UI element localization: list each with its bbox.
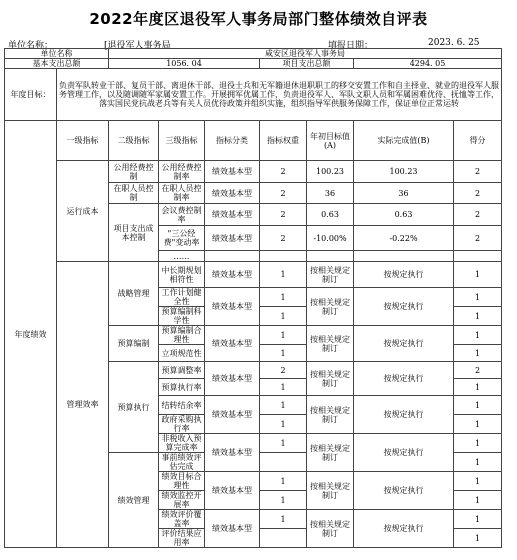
target-cell: 100.23 (307, 161, 354, 183)
actual-cell: 按规定执行 (354, 434, 454, 472)
weight-cell: 1 (260, 345, 307, 362)
level2-cell: 绩效管理 (109, 453, 159, 548)
class-cell (205, 251, 260, 262)
class-cell: 绩效基本型 (205, 510, 260, 548)
level3-cell: 会议费控制 率 (159, 204, 205, 226)
level3-cell: 工作计划健 全性 (159, 288, 205, 307)
info-row-totals (5, 59, 502, 69)
group-mgmt-efficiency: 管理效率 (57, 262, 109, 548)
actual-cell: 36 (354, 183, 454, 204)
score-cell (454, 251, 502, 262)
col-header-weight: 指标权重 (260, 121, 307, 161)
actual-cell: 按规定执行 (354, 288, 454, 326)
actual-cell: 按规定执行 (354, 510, 454, 548)
level3-cell: 评价结果应 用率 (159, 529, 205, 548)
class-cell: 绩效基本型 (205, 326, 260, 362)
class-cell: 绩效基本型 (205, 396, 260, 434)
col-header-level1: 一级指标 (57, 121, 109, 161)
weight-cell (260, 251, 307, 262)
basic-total-value: 1056. 04 (109, 59, 260, 69)
col-header-level3: 三级指标 (159, 121, 205, 161)
score-cell: 1 (454, 415, 502, 434)
score-cell: 2 (454, 226, 502, 251)
level2-cell: 公用经费控制 (109, 161, 159, 183)
level3-cell: 预算编制科 学性 (159, 307, 205, 326)
weight-cell: 1 (260, 396, 307, 415)
actual-cell: 0.63 (354, 204, 454, 226)
level3-cell: 绩效评价覆 盖率 (159, 510, 205, 529)
actual-cell: 按规定执行 (354, 262, 454, 288)
target-cell: 按相关规定制订 (307, 362, 354, 396)
level3-cell: 绩效监控开 展率 (159, 491, 205, 510)
weight-cell: 2 (260, 183, 307, 204)
actual-cell: 按规定执行 (354, 472, 454, 510)
unit-value: [退役军人事务局 (104, 41, 171, 51)
group-operating-cost: 运行成本 (57, 161, 109, 262)
target-cell: 按相关规定制订 (307, 262, 354, 288)
score-cell: 1 (454, 307, 502, 326)
level3-cell: 结转结余率 (159, 396, 205, 415)
score-cell: 1 (454, 434, 502, 453)
score-cell: 1 (454, 288, 502, 307)
info-row-purpose (5, 69, 502, 121)
level3-cell: 非税收入预算完成率 (159, 434, 205, 453)
class-cell: 绩效基本型 (205, 226, 260, 251)
level3-cell: 绩效目标合 理性 (159, 472, 205, 491)
col-header-level2: 二级指标 (109, 121, 159, 161)
level3-cell: 公用经费控 制率 (159, 161, 205, 183)
weight-cell: 1 (260, 326, 307, 345)
purpose-label: 年度目标： (5, 69, 57, 121)
level2-cell: 预算执行 (109, 362, 159, 453)
level2-cell: 战略管理 (109, 262, 159, 326)
score-cell: 1 (454, 326, 502, 345)
basic-total-label: 基本支出总额 (5, 59, 109, 69)
weight-cell: 2 (260, 204, 307, 226)
target-cell: 0.63 (307, 204, 354, 226)
level3-cell: 立项规范性 (159, 345, 205, 362)
weight-cell: 1 (260, 288, 307, 307)
date-value: 2023. 6. 25 (428, 38, 480, 48)
score-cell: 2 (454, 204, 502, 226)
weight-cell (260, 453, 307, 472)
actual-cell: 100.23 (354, 161, 454, 183)
project-total-value: 4294. 05 (354, 59, 502, 69)
target-cell: 按相关规定制订 (307, 326, 354, 362)
date-label: 填报日期： (328, 41, 374, 51)
score-cell: 1 (454, 472, 502, 491)
class-cell: 绩效基本型 (205, 288, 260, 326)
score-cell: 1 (454, 262, 502, 288)
class-cell: 绩效基本型 (205, 362, 260, 396)
level3-cell: 预算调整率 (159, 362, 205, 379)
score-cell: 1 (454, 529, 502, 548)
target-cell: -10.00% (307, 226, 354, 251)
column-header-row (5, 121, 502, 161)
weight-cell: 2 (260, 226, 307, 251)
target-cell: 按相关规定制订 (307, 472, 354, 510)
score-cell: 1 (454, 453, 502, 472)
level3-cell: "三公经费"变动率 (159, 226, 205, 251)
weight-cell: 1 (260, 434, 307, 453)
level3-cell: 预算执行率 (159, 379, 205, 396)
score-cell: 1 (454, 345, 502, 362)
actual-cell: 按规定执行 (354, 326, 454, 362)
class-cell: 绩效基本型 (205, 434, 260, 472)
weight-cell: 1 (260, 491, 307, 510)
weight-cell: 1 (260, 510, 307, 529)
col-header-annual-performance: 年度绩效 (5, 121, 57, 548)
target-cell: 按相关规定制订 (307, 510, 354, 548)
target-cell: 36 (307, 183, 354, 204)
score-cell: 1 (454, 379, 502, 396)
class-cell: 绩效基本型 (205, 161, 260, 183)
unit-name-label: 单位名称 (5, 49, 109, 59)
unit-label: 单位名称： (8, 41, 54, 51)
level3-cell: …… (159, 251, 205, 262)
col-header-classification: 指标分类 (205, 121, 260, 161)
actual-cell (354, 251, 454, 262)
weight-cell: 1 (260, 262, 307, 288)
weight-cell (260, 529, 307, 548)
purpose-text: 负责军队转业干部、复员干部、离退休干部、退役士兵和无军籍退休退职职工的移交安置工作和自主择业、就业的退役军人服务管理工作，以及随调随军家属安置工作。开展拥军优属工作，负责退役军人、军队文职人员和军属困难优待、抚恤等工作，落实国民党抗战老兵等有关人员优待政策并组织实施，组织指导军供服务保障工作，保证单位正常运转 (57, 69, 502, 121)
class-cell: 绩效基本型 (205, 204, 260, 226)
target-cell: 按相关规定制订 (307, 434, 354, 472)
target-cell: 按相关规定制订 (307, 288, 354, 326)
score-cell: 2 (454, 183, 502, 204)
target-cell: 按相关规定制订 (307, 396, 354, 434)
score-cell: 1 (454, 510, 502, 529)
weight-cell: 2 (260, 161, 307, 183)
score-cell: 1 (454, 491, 502, 510)
level3-cell: 预算编制合 理性 (159, 326, 205, 345)
col-header-score: 得分 (454, 121, 502, 161)
actual-cell: -0.22% (354, 226, 454, 251)
project-total-label: 项目支出总额 (260, 59, 354, 69)
target-cell (307, 251, 354, 262)
class-cell: 绩效基本型 (205, 183, 260, 204)
weight-cell: 1 (260, 472, 307, 491)
level3-cell: 事前绩效评估完成 (159, 453, 205, 472)
weight-cell: 1 (260, 415, 307, 434)
level2-cell: 项目支出成本控制 (109, 204, 159, 262)
level2-cell: 在职人员控制 (109, 183, 159, 204)
info-row-unit (5, 49, 502, 59)
level3-cell: 政府采购执 行率 (159, 415, 205, 434)
level3-cell: 在职人员控 制率 (159, 183, 205, 204)
table-row (5, 161, 502, 183)
col-header-actual: 实际完成值(B) (354, 121, 454, 161)
class-cell: 绩效基本型 (205, 262, 260, 288)
col-header-target: 年初目标值(A) (307, 121, 354, 161)
level3-cell: 中长期规划 相符性 (159, 262, 205, 288)
table-row (5, 262, 502, 288)
score-cell: 1 (454, 396, 502, 415)
score-cell: 2 (454, 161, 502, 183)
weight-cell: 1 (260, 379, 307, 396)
level2-cell: 预算编制 (109, 326, 159, 362)
weight-cell: 2 (260, 362, 307, 379)
unit-name-value: 咸安区退役军人事务局 (109, 49, 502, 59)
actual-cell: 按规定执行 (354, 362, 454, 396)
page-title: 2022年度区退役军人事务局部门整体绩效自评表 (89, 10, 428, 28)
class-cell: 绩效基本型 (205, 472, 260, 510)
weight-cell: 1 (260, 307, 307, 326)
actual-cell: 按规定执行 (354, 396, 454, 434)
evaluation-table (4, 48, 502, 548)
score-cell: 2 (454, 362, 502, 379)
